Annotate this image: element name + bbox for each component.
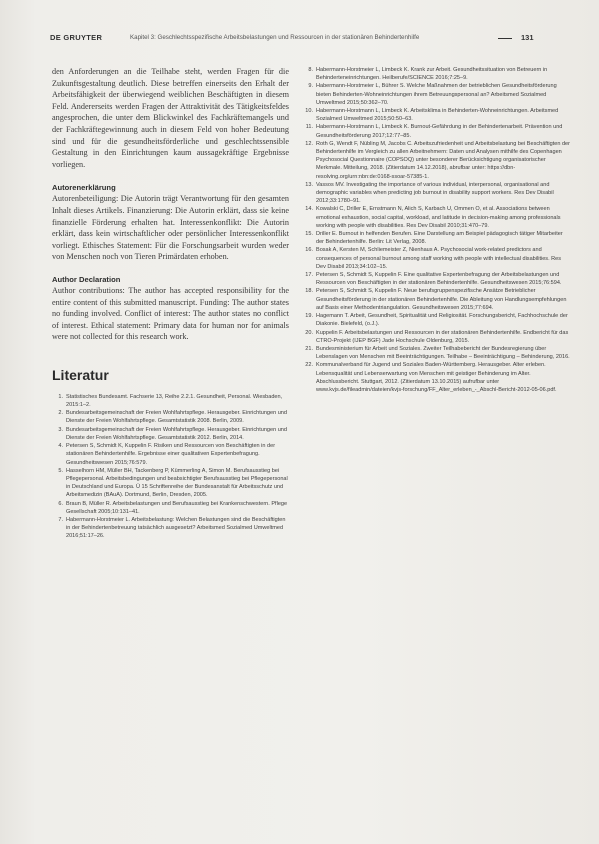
running-header <box>50 30 570 44</box>
reference-item <box>302 246 570 271</box>
reference-text: Braun B, Müller R. Arbeitsbelastungen und Berufsausstieg bei Krankenschwestern. Pflege Gesellschaft 2005;10:131–41. <box>66 500 288 515</box>
reference-text: Bundesarbeitsgemeinschaft der Freien Wohlfahrtspflege. Herausgeber. Einrichtungen und Dienste der Freien Wohlfahrtspflege. Gesamtstatistik 2008. Berlin, 2009. <box>66 410 287 425</box>
reference-number: 5. <box>58 467 63 474</box>
reference-number: 20. <box>305 329 313 336</box>
reference-item <box>302 345 570 361</box>
reference-item <box>302 66 570 82</box>
reference-item <box>52 409 289 425</box>
publisher-name: DE GRUYTER <box>50 33 103 42</box>
reference-number: 6. <box>58 500 63 507</box>
intro-paragraph: den Anforderungen an die Teilhabe steht, werden Fragen für die Zukunftsgestaltung deutlich. Diese betreffen einerseits den Erhalt der Arbeitsfähigkeit der überwiegend weiblichen Beschäftigten in diesem Feld. Andererseits werden Fragen der Attraktivität des Tätigkeitsfeldes angesprochen, die unter dem Blickwinkel des Fachkräftemangels und der Fachkräftegewinnung auch in diesem Feld von hoher Bedeutung sind und für die gesundheitsförderliche und geschlechtssensible Gestaltung in den Einrichtungen kaum aussagekräftige Ergebnisse vorliegen. <box>52 67 289 169</box>
reference-text: Habermann-Horstmann L, Limbeck K. Arbeitsklima in Behinderten-Wohneinrichtungen. Arbeitsmed Sozialmed Umweltmed 2015;50:50–63. <box>316 108 559 123</box>
reference-text: Petersen S, Schmidt K, Kuppelin F. Risiken und Ressourcen von Beschäftigten in der stationären Behindertenhilfe. Ergebnisse einer qualitativen Expertenbefragung. Gesundheitswesen 2015;76:579. <box>66 443 276 466</box>
reference-number: 2. <box>58 410 63 417</box>
reference-number: 4. <box>58 443 63 450</box>
autorenerklaerung-text: Autorenbeteiligung: Die Autorin trägt Verantwortung für den gesamten Inhalt dieses Artikels. Finanzierung: Die Autorin erklärt, dass sie keine finanzielle Förderung erhalten hat. Interessenkonflikt: Die Autorin erklärt, dass kein wirtschaftlicher oder persönlicher Interessenkonflikt vorliegt. Ethisches Statement: Für die Forschungsarbeit wurden weder von Menschen noch von Tieren Primärdaten erhoben. <box>52 194 289 262</box>
reference-text: Habermann-Horstmann L, Limbeck K. Burnout-Gefährdung in der Behindertenarbeit. Prävention und Gesundheitsförderung 2017;12:77–85. <box>316 124 563 139</box>
reference-text: Kommunalverband für Jugend und Soziales Baden-Württemberg. Herausgeber. Alter erleben. Lebensqualität und Lebenserwartung von Menschen mit geistiger Behinderung im Alter. Abschlussbericht. Stuttgart, 2012. (Zitierdatum 13.10.2015) aufrufbar unter www.kvjs.de/fileadmin/dateien/kvjs-forschung/FF_Alter_erleben_-_Abschl-Bericht-2012-05-06.pdf. <box>316 362 557 393</box>
reference-text: Roth G, Wendt F, Nübling M, Jacobs C. Arbeitszufriedenheit und Arbeitsbelastung bei Beschäftigten der Behindertenhilfe im Vergleich zu allen Arbeitnehmern: Daten und Analysen mithilfe des Copenhagen Psychosocial Questionnaire (COPSOQ) unter besonderer Berücksichtigung organisatorischer Merkmale. Mitteilung, 2018. (Zitierdatum 14.12.2018), abrufbar unter: https://dbn-resolving.org/urn:nbn:de:0168-ssoar-57385-1. <box>316 140 570 180</box>
reference-number: 16. <box>305 247 313 254</box>
reference-item <box>52 426 289 442</box>
reference-item <box>302 361 570 394</box>
reference-number: 13. <box>305 181 313 188</box>
reference-text: Bundesarbeitsgemeinschaft der Freien Wohlfahrtspflege. Herausgeber. Einrichtungen und Dienste der Freien Wohlfahrtspflege. Gesamtstatistik 2012. Berlin, 2014. <box>66 426 287 441</box>
header-rule <box>498 38 512 39</box>
reference-number: 9. <box>308 83 313 90</box>
reference-number: 14. <box>305 206 313 213</box>
reference-number: 12. <box>305 140 313 147</box>
reference-text: Hasselhorn HM, Müller BH, Tackenberg P, Kümmerling A, Simon M. Berufsausstieg bei Pflegepersonal. Arbeitsbedingungen und beabsichtigter Berufsausstieg bei Pflegepersonal in Deutschland und Europa. Ü 15 Schriftenreihe der Bundesanstalt für Arbeitsschutz und Arbeitsmedizin (BAuA). Dortmund, Berlin, Dresden, 2005. <box>66 467 288 499</box>
right-column <box>302 66 570 394</box>
reference-number: 1. <box>58 393 63 400</box>
reference-number: 18. <box>305 288 313 295</box>
reference-list-right <box>302 66 570 394</box>
reference-text: Habermann-Horstmeier L. Arbeitsbelastung: Welchen Belastungen sind die Beschäftigten in der Behindertenbetreuung tatsächlich ausgesetzt? Arbeitsmed Sozialmed Umweltmed 2016;51:17–26. <box>66 516 286 540</box>
reference-number: 21. <box>305 345 313 352</box>
reference-number: 8. <box>308 67 313 73</box>
reference-text: Bosak A, Kersten M, Schliemeister Z, Nienhaus A. Psychosocial work-related predictors and consequences of personal burnout among staff working with people with intellectual disabilities. Res Dev Disabil 2013;34:102–15. <box>316 247 562 270</box>
reference-item <box>302 82 570 107</box>
left-column <box>52 66 289 541</box>
reference-item <box>302 312 570 328</box>
reference-text: Petersen S, Schmidt S, Kuppelin F. Neue berufsgruppenspezifische Ansätze Betrieblicher Gesundheitsförderung in der stationären Behindertenhilfe. Die Ableitung von Handlungsempfehlungen auf Basis einer Methodentriangulation. Gesundheitswesen 2015;77:694. <box>316 288 567 311</box>
reference-text: Kuppelin F. Arbeitsbelastungen und Ressourcen in der stationären Behindertenhilfe. Endbericht für das CTRO-Projekt (IJEP BGF) Jade Hochschule Oldenburg, 2015. <box>316 329 569 344</box>
reference-item <box>302 205 570 230</box>
reference-item <box>52 467 289 500</box>
reference-number: 15. <box>305 231 313 238</box>
reference-number: 22. <box>305 362 313 369</box>
reference-text: Habermann-Horstmeier L, Bührer S. Welche Maßnahmen der betrieblichen Gesundheitsförderung bieten Behinderten-Wohneinrichtungen ihrem Betreuungspersonal an? Arbeitsmed Sozialmed Umweltmed 2015;50:362–70. <box>316 83 557 106</box>
reference-text: Statistisches Bundesamt. Fachserie 13, Reihe 2.2.1. Gesundheit, Personal. Wiesbaden, 2015:1–2. <box>66 393 283 409</box>
running-title: Kapitel 3: Geschlechtsspezifische Arbeitsbelastungen und Ressourcen in der stationären Behindertenhilfe <box>130 34 420 41</box>
reference-item <box>52 516 289 541</box>
literatur-heading: Literatur <box>52 366 109 383</box>
reference-text: Vassos MV. Investigating the importance of various individual, interpersonal, organisational and demographic variables when predicting job burnout in disability support workers. Res Dev Disabil 2012;33:1780–91. <box>316 181 554 205</box>
author-declaration-text: Author contributions: The author has accepted responsibility for the entire content of this submitted manuscript. Funding: The author states no funding involved. Conflict of interest: The author states no conflict of interest. Ethical statement: Primary data for human nor for animals were not collected for this research work. <box>52 285 289 342</box>
reference-item <box>302 181 570 206</box>
reference-number: 3. <box>58 426 63 433</box>
reference-text: Petersen S, Schmidt S, Kuppelin F. Eine qualitative Expertenbefragung der Arbeitsbelastungen und Ressourcen von Beschäftigten in der stationären Behindertenhilfe. Gesundheitswesen 2015;76:594. <box>316 272 562 287</box>
reference-text: Driller E. Burnout in helfenden Berufen. Eine Darstellung am Beispiel pädagogisch tätiger Mitarbeiter der Behindertenhilfe. Berlin: Lit Verlag, 2008. <box>316 231 563 246</box>
reference-text: Habermann-Horstmeier L, Limbeck K. Krank zur Arbeit. Gesundheitssituation von Betreuern in Behinderteneinrichtungen. Heilberufe/SCIENCE 2016;7:25–9. <box>316 67 548 82</box>
reference-item <box>302 123 570 139</box>
reference-item <box>302 107 570 123</box>
reference-item <box>52 500 289 516</box>
page-number: 131 <box>521 33 534 42</box>
reference-item <box>302 271 570 287</box>
reference-item <box>302 140 570 181</box>
reference-text: Hagemann T. Arbeit, Gesundheit, Spiritualität und Religiosität. Forschungsbericht, Fachhochschule der Diakonie. Bielefeld, (o.J.). <box>316 313 568 328</box>
reference-text: Kowalski C, Driller E, Ernstmann N, Alich S, Karbach U, Ommen O, et al. Associations between emotional exhaustion, social capital, workload, and latitude in decision-making among professionals working with people with disabilities. Res Dev Disabil 2010;31:470–79. <box>316 206 561 229</box>
reference-number: 19. <box>305 313 313 320</box>
reference-item <box>302 230 570 246</box>
reference-item <box>302 329 570 345</box>
reference-number: 11. <box>305 124 313 131</box>
reference-number: 7. <box>58 516 63 523</box>
reference-text: Bundesministerium für Arbeit und Soziales. Zweiter Teilhabebericht der Bundesregierung über Lebenslagen von Menschen mit Beeinträchtigungen. Teilhabe – Beeinträchtigung – Behinderung, 2016. <box>316 345 570 361</box>
reference-number: 17. <box>305 272 313 279</box>
reference-item <box>52 442 289 467</box>
reference-list-left <box>52 393 289 541</box>
autorenerklaerung-heading: Autorenerklärung <box>52 183 116 193</box>
reference-item <box>302 287 570 312</box>
reference-item <box>52 393 289 409</box>
author-declaration-heading: Author Declaration <box>52 274 121 284</box>
reference-number: 10. <box>305 108 313 115</box>
